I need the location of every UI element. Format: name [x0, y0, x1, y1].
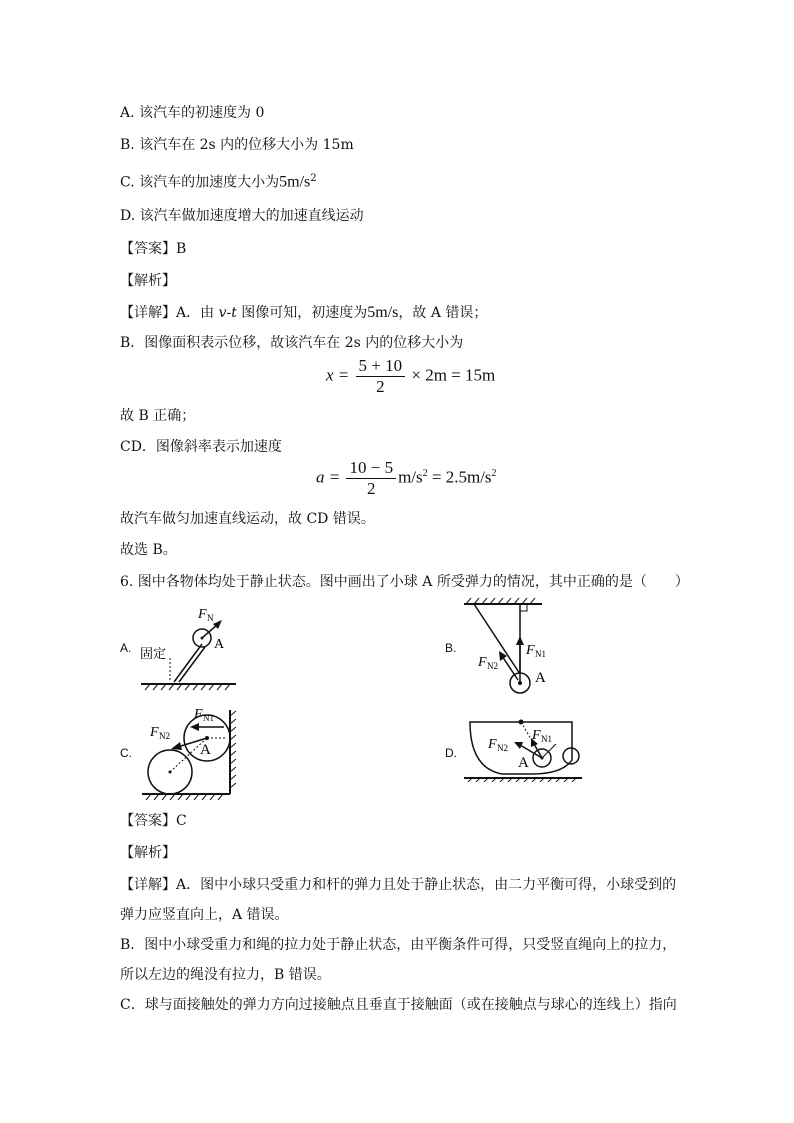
force-n1-arrowhead — [190, 723, 199, 731]
fn2-label: F — [488, 737, 497, 752]
fn-label: F — [198, 607, 207, 622]
option-d: D. 该汽车做加速度增大的加速直线运动 — [120, 208, 364, 224]
rod-line-2 — [179, 647, 205, 682]
force-n1-arrowhead — [516, 636, 524, 645]
fixed-label: 固定 — [140, 646, 167, 661]
eq2-numerator: 10 − 5 — [346, 458, 396, 479]
figure-b-label: B. — [445, 641, 457, 655]
figure-d-diagram — [462, 712, 592, 782]
force-n2-arrowhead — [171, 742, 182, 750]
answer-label-1: 【答案】B — [120, 241, 187, 257]
eq2-fraction — [346, 458, 396, 499]
detail-1-text-b: 图像可知，初速度为 — [236, 305, 368, 321]
eq1-numerator: 5 + 10 — [356, 356, 406, 377]
eq1-fraction — [356, 356, 406, 397]
detail-1-text-c: ，故 A 错误； — [398, 305, 488, 321]
figure-b-diagram — [458, 598, 568, 696]
fn1-subscript: N1 — [535, 649, 546, 659]
detail-1-vt: v-t — [218, 305, 237, 321]
detail-2-para-3-line-1: C．球与面接触处的弹力方向过接触点且垂直于接触面（或在接触点与球心的连线上）指向 — [120, 997, 677, 1013]
equation-acceleration — [316, 458, 497, 499]
eq2-exp-1: 2 — [422, 467, 428, 479]
detail-1-line-3: 故 B 正确； — [120, 408, 196, 424]
fn1-subscript: N1 — [541, 734, 552, 744]
ball-b-label: A — [535, 670, 546, 686]
rod-line-1 — [174, 644, 202, 682]
eq2-exp-2: 2 — [491, 467, 497, 479]
eq1-rhs: × 2m = 15m — [411, 365, 496, 385]
fn2-subscript: N2 — [487, 661, 498, 671]
option-c — [120, 170, 317, 192]
figure-a-label: A. — [120, 641, 132, 655]
analysis-label-1: 【解析】 — [120, 273, 176, 289]
ball-d-label: A — [518, 755, 529, 771]
detail-1-line-5: 故汽车做匀加速直线运动，故 CD 错误。 — [120, 511, 375, 527]
eq1-lhs: x = — [326, 365, 350, 385]
option-c-text: C. 该汽车的加速度大小为 — [120, 174, 280, 191]
detail-1-value: 5m/s — [367, 304, 399, 321]
figure-a-diagram — [136, 598, 252, 692]
answer-label-2: 【答案】C — [120, 813, 187, 829]
fn-subscript: N — [207, 613, 214, 623]
option-c-exp: 2 — [310, 173, 317, 184]
detail-1-line-1 — [120, 304, 487, 322]
right-angle-mark — [520, 604, 527, 611]
fn1-label: F — [526, 643, 535, 658]
eq2-denominator: 2 — [367, 479, 376, 498]
figure-c-diagram — [136, 700, 240, 802]
detail-2-para-1-line-1: 【详解】A．图中小球只受重力和杆的弹力且处于静止状态，由二力平衡可得，小球受到的 — [120, 877, 677, 893]
fn1-label: F — [194, 707, 203, 722]
detail-2-para-2-line-1: B．图中小球受重力和绳的拉力处于静止状态，由平衡条件可得，只受竖直绳向上的拉力， — [120, 937, 677, 953]
figure-c-label: C. — [120, 746, 132, 760]
detail-2-para-1-line-2: 弹力应竖直向上，A 错误。 — [120, 907, 289, 923]
eq1-denominator: 2 — [376, 377, 385, 396]
fn1-subscript: N1 — [203, 713, 214, 723]
figure-d-label: D. — [445, 746, 457, 760]
fn2-subscript: N2 — [497, 743, 508, 753]
detail-1-line-6: 故选 B。 — [120, 542, 177, 558]
eq2-unit: m/s — [398, 467, 423, 487]
option-b: B. 该汽车在 2s 内的位移大小为 15m — [120, 137, 354, 153]
eq2-rhs: = 2.5m/s — [427, 467, 492, 487]
eq2-lhs: a = — [316, 467, 341, 487]
detail-1-line-4: CD．图像斜率表示加速度 — [120, 439, 282, 455]
option-c-value: 5m/s — [279, 173, 311, 191]
fn2-label: F — [150, 725, 159, 740]
detail-1-line-2: B．图像面积表示位移，故该汽车在 2s 内的位移大小为 — [120, 335, 464, 351]
fn1-label: F — [532, 728, 541, 743]
analysis-label-2: 【解析】 — [120, 845, 176, 861]
contact-line — [542, 744, 556, 758]
fn2-label: F — [478, 655, 487, 670]
ball-a-label: A — [214, 637, 225, 652]
ball-c-label: A — [200, 742, 211, 758]
question-6: 6. 图中各物体均处于静止状态。图中画出了小球 A 所受弹力的情况，其中正确的是（ ） — [120, 574, 689, 590]
equation-displacement — [326, 356, 495, 397]
detail-2-para-2-line-2: 所以左边的绳没有拉力，B 错误。 — [120, 967, 331, 983]
fn2-subscript: N2 — [159, 731, 170, 741]
option-a: A. 该汽车的初速度为 0 — [120, 105, 265, 121]
detail-1-text-a: 【详解】A．由 — [120, 305, 219, 321]
